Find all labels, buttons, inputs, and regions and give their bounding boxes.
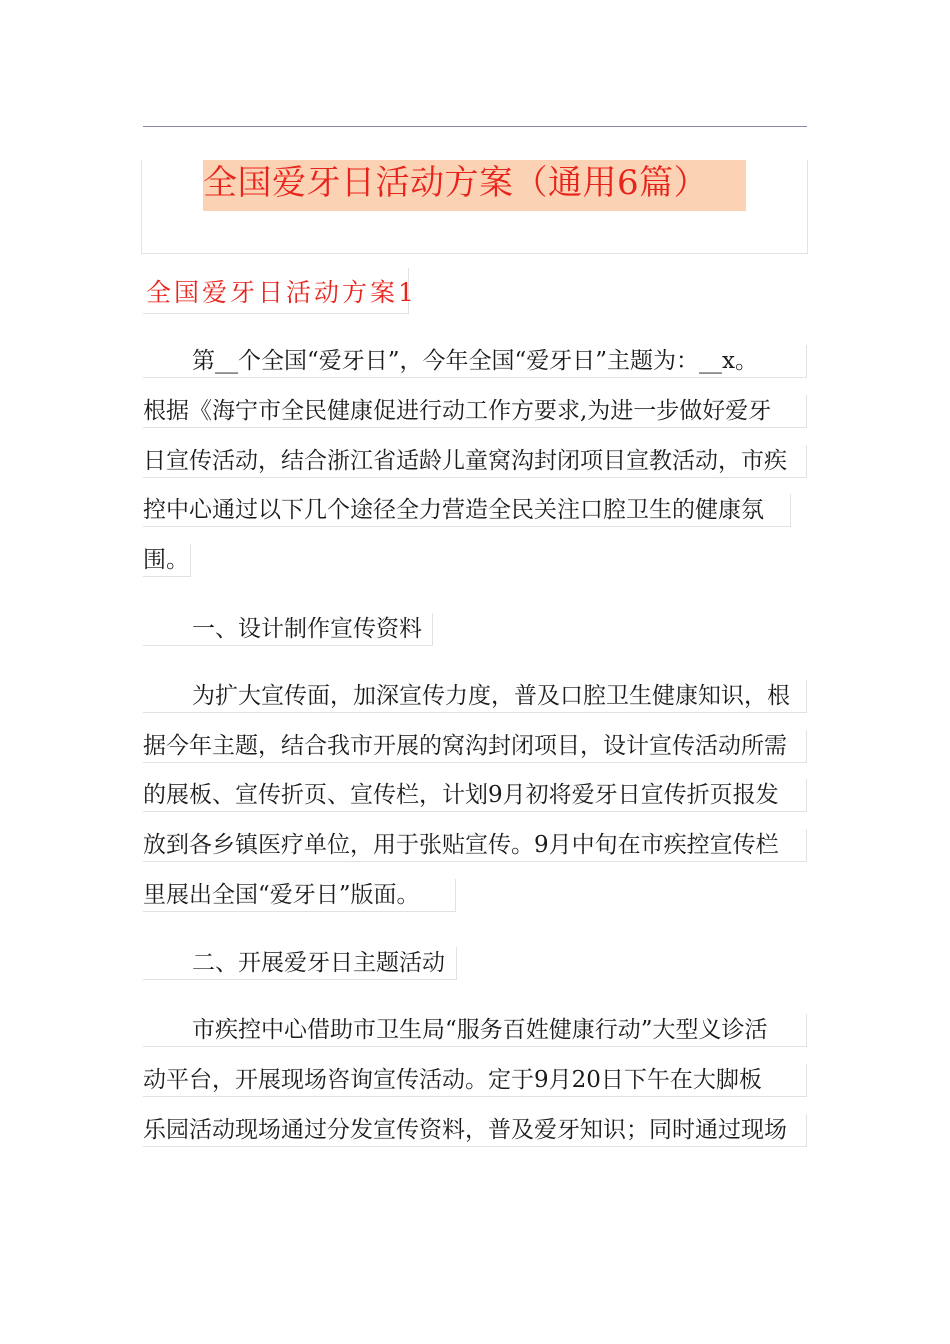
section-heading-text: 全国爱牙日活动方案1 xyxy=(146,278,417,307)
paragraph-line: 根据《海宁市全民健康促进行动工作方要求,为进一步做好爱牙 xyxy=(143,395,807,428)
paragraph-line: 的展板、宣传折页、宣传栏，计划9月初将爱牙日宣传折页报发 xyxy=(143,779,807,812)
header-rule xyxy=(143,126,807,127)
paragraph-line: 放到各乡镇医疗单位，用于张贴宣传。9月中旬在市疾控宣传栏 xyxy=(143,829,807,862)
paragraph-line: 市疾控中心借助市卫生局“服务百姓健康行动”大型义诊活 xyxy=(143,1014,807,1047)
subheading-themed-activities: 二、开展爱牙日主题活动 xyxy=(143,947,457,980)
paragraph-line: 乐园活动现场通过分发宣传资料，普及爱牙知识；同时通过现场 xyxy=(143,1114,807,1147)
paragraph-line: 为扩大宣传面，加深宣传力度，普及口腔卫生健康知识，根 xyxy=(143,680,807,713)
document-title: 全国爱牙日活动方案（通用6篇） xyxy=(203,163,709,203)
paragraph-line: 动平台，开展现场咨询宣传活动。定于9月20日下午在大脚板 xyxy=(143,1064,807,1097)
subheading-design-materials: 一、设计制作宣传资料 xyxy=(143,613,433,646)
paragraph-line: 里展出全国“爱牙日”版面。 xyxy=(143,879,456,912)
paragraph-line: 日宣传活动，结合浙江省适龄儿童窝沟封闭项目宣教活动，市疾 xyxy=(143,445,807,478)
paragraph-line: 据今年主题，结合我市开展的窝沟封闭项目，设计宣传活动所需 xyxy=(143,730,807,763)
paragraph-line: 控中心通过以下几个途径全力营造全民关注口腔卫生的健康氛 xyxy=(143,494,791,527)
paragraph-line: 第__个全国“爱牙日”，今年全国“爱牙日”主题为：__x。 xyxy=(143,345,807,378)
paragraph-line: 围。 xyxy=(143,544,191,577)
section-heading xyxy=(143,268,417,314)
